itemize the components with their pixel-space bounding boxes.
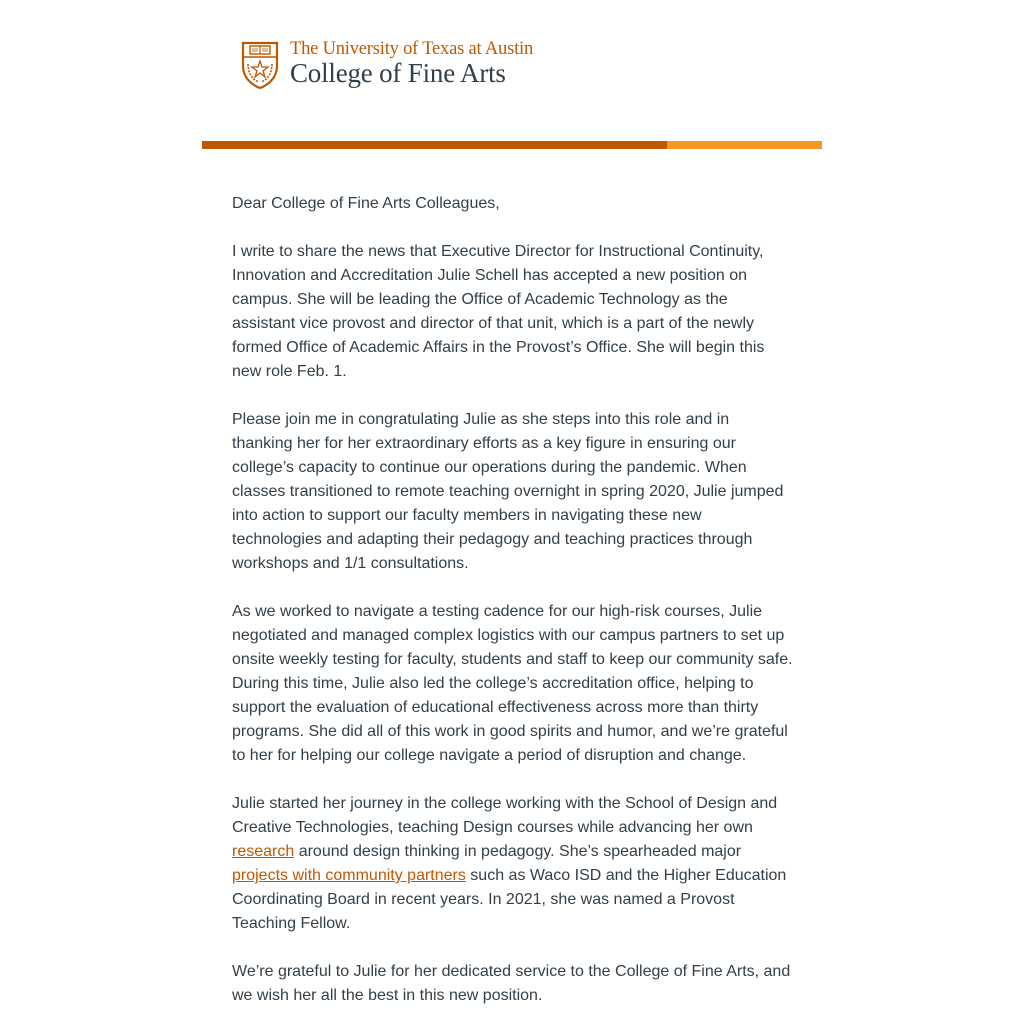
text-line: research around design thinking in pedagogy. She’s spearheaded major bbox=[232, 843, 742, 860]
greeting: Dear College of Fine Arts Colleagues, bbox=[232, 195, 500, 212]
text-line: Please join me in congratulating Julie as she steps into this role and in bbox=[232, 411, 730, 428]
text-line: Creative Technologies, teaching Design courses while advancing her own bbox=[232, 819, 753, 836]
header-rule-light bbox=[667, 141, 822, 149]
text-line: into action to support our faculty members in navigating these new bbox=[232, 507, 702, 524]
text-line: I write to share the news that Executive Director for Instructional Continuity, bbox=[232, 243, 764, 260]
text-line: thanking her for her extraordinary efforts as a key figure in ensuring our bbox=[232, 435, 736, 452]
community-partners-link[interactable]: projects with community partners bbox=[232, 867, 466, 884]
text-line: Coordinating Board in recent years. In 2021, she was named a Provost bbox=[232, 891, 735, 908]
text-line: college’s capacity to continue our operations during the pandemic. When bbox=[232, 459, 747, 476]
header-rule-dark bbox=[202, 141, 667, 149]
text-line: campus. She will be leading the Office of Academic Technology as the bbox=[232, 291, 728, 308]
text-line: support the evaluation of educational effectiveness across more than thirty bbox=[232, 699, 759, 716]
university-name: The University of Texas at Austin bbox=[290, 39, 534, 59]
text-line: During this time, Julie also led the college’s accreditation office, helping to bbox=[232, 675, 754, 692]
paragraph-announcement bbox=[232, 240, 802, 384]
text-line: negotiated and managed complex logistics with our campus partners to set up bbox=[232, 627, 785, 644]
text-line: to her for helping our college navigate a period of disruption and change. bbox=[232, 747, 747, 764]
text-line: classes transitioned to remote teaching overnight in spring 2020, Julie jumped bbox=[232, 483, 784, 500]
college-name: College of Fine Arts bbox=[290, 58, 506, 88]
paragraph-closing bbox=[232, 960, 802, 1008]
paragraph-background bbox=[232, 792, 802, 936]
text-line: assistant vice provost and director of that unit, which is a part of the newly bbox=[232, 315, 755, 332]
research-link[interactable]: research bbox=[232, 843, 295, 860]
text-line: technologies and adapting their pedagogy and teaching practices through bbox=[232, 531, 753, 548]
text-line: Julie started her journey in the college working with the School of Design and bbox=[232, 795, 778, 812]
text-line: new role Feb. 1. bbox=[232, 363, 347, 380]
text-line: programs. She did all of this work in good spirits and humor, and we’re grateful bbox=[232, 723, 788, 740]
text-line: Innovation and Accreditation Julie Schell has accepted a new position on bbox=[232, 267, 748, 284]
text-line: As we worked to navigate a testing cadence for our high-risk courses, Julie bbox=[232, 603, 763, 620]
letter-body bbox=[232, 192, 802, 1032]
ut-shield-icon bbox=[240, 40, 280, 90]
text-line: onsite weekly testing for faculty, students and staff to keep our community safe. bbox=[232, 651, 793, 668]
text-line: workshops and 1/1 consultations. bbox=[232, 555, 469, 572]
text-line: Teaching Fellow. bbox=[232, 915, 351, 932]
text-line: formed Office of Academic Affairs in the Provost’s Office. She will begin this bbox=[232, 339, 765, 356]
text-line: projects with community partners such as Waco ISD and the Higher Education bbox=[232, 867, 787, 884]
text-line: we wish her all the best in this new position. bbox=[232, 987, 543, 1004]
paragraph-congratulations bbox=[232, 408, 802, 576]
text-line: We’re grateful to Julie for her dedicated service to the College of Fine Arts, and bbox=[232, 963, 791, 980]
paragraph-testing bbox=[232, 600, 802, 768]
